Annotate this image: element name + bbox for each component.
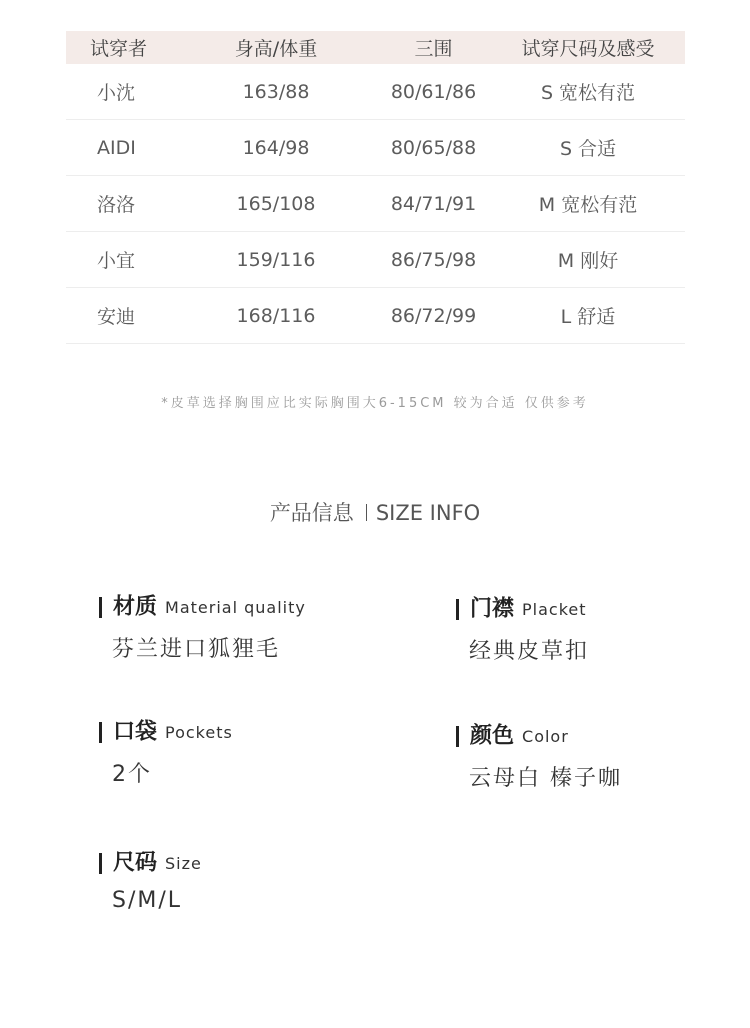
info-pockets — [99, 719, 399, 788]
header-size-feel: 试穿尺码及感受 — [521, 38, 655, 60]
label-en: Placket — [522, 599, 587, 619]
cell-tester: 安迪 — [97, 306, 136, 328]
info-label — [99, 850, 399, 876]
section-title-en: SIZE INFO — [375, 501, 481, 525]
info-value: 云母白 榛子咖 — [469, 766, 622, 791]
info-size — [99, 850, 399, 913]
cell-tester: AIDI — [97, 136, 136, 159]
table-row — [66, 288, 685, 344]
table-row — [66, 120, 685, 176]
cell-tester: 洛洛 — [97, 194, 136, 216]
label-bar — [99, 853, 102, 874]
label-en: Size — [165, 853, 202, 873]
info-value: 经典皮草扣 — [469, 639, 590, 664]
header-measurements: 三围 — [414, 38, 453, 60]
info-label — [99, 719, 399, 745]
cell-size-feel: S 宽松有范 — [540, 82, 636, 104]
label-zh: 材质 — [113, 594, 158, 620]
cell-size-feel: M 宽松有范 — [538, 194, 638, 216]
table-header — [66, 31, 685, 64]
cell-tester: 小宜 — [97, 250, 136, 272]
cell-height-weight: 159/116 — [236, 248, 316, 271]
fit-table — [66, 31, 685, 344]
info-color — [456, 723, 750, 792]
label-bar — [99, 722, 102, 743]
info-placket — [456, 596, 750, 665]
section-title-zh: 产品信息 — [269, 501, 354, 525]
cell-measurements: 86/72/99 — [390, 304, 477, 327]
cell-measurements: 80/61/86 — [390, 80, 477, 103]
info-label — [456, 723, 750, 749]
info-value: S/M/L — [112, 888, 183, 913]
cell-size-feel: S 合适 — [559, 138, 617, 160]
cell-height-weight: 163/88 — [242, 80, 310, 103]
cell-tester: 小沈 — [97, 82, 136, 104]
table-row — [66, 232, 685, 288]
info-value: 芬兰进口狐狸毛 — [112, 637, 281, 662]
info-material — [99, 594, 399, 663]
info-label — [99, 594, 399, 620]
table-row — [66, 176, 685, 232]
table-row — [66, 64, 685, 120]
cell-height-weight: 165/108 — [236, 192, 316, 215]
label-zh: 门襟 — [470, 596, 515, 622]
cell-height-weight: 168/116 — [236, 304, 316, 327]
cell-size-feel: L 舒适 — [560, 306, 616, 328]
info-value: 2个 — [112, 762, 152, 787]
cell-measurements: 84/71/91 — [390, 192, 477, 215]
label-zh: 口袋 — [113, 719, 158, 745]
header-tester: 试穿者 — [90, 38, 148, 60]
header-height-weight: 身高/体重 — [234, 38, 318, 60]
label-bar — [99, 597, 102, 618]
cell-measurements: 80/65/88 — [390, 136, 477, 159]
label-zh: 颜色 — [470, 723, 515, 749]
label-bar — [456, 599, 459, 620]
label-bar — [456, 726, 459, 747]
label-zh: 尺码 — [113, 850, 158, 876]
cell-measurements: 86/75/98 — [390, 248, 477, 271]
cell-height-weight: 164/98 — [242, 136, 310, 159]
info-label — [456, 596, 750, 622]
cell-size-feel: M 刚好 — [557, 250, 619, 272]
label-en: Color — [522, 726, 569, 746]
label-en: Pockets — [165, 722, 233, 742]
label-en: Material quality — [165, 597, 306, 617]
section-title — [0, 497, 750, 527]
title-divider — [366, 504, 367, 521]
size-note: *皮草选择胸围应比实际胸围大6-15CM 较为合适 仅供参考 — [161, 396, 589, 411]
